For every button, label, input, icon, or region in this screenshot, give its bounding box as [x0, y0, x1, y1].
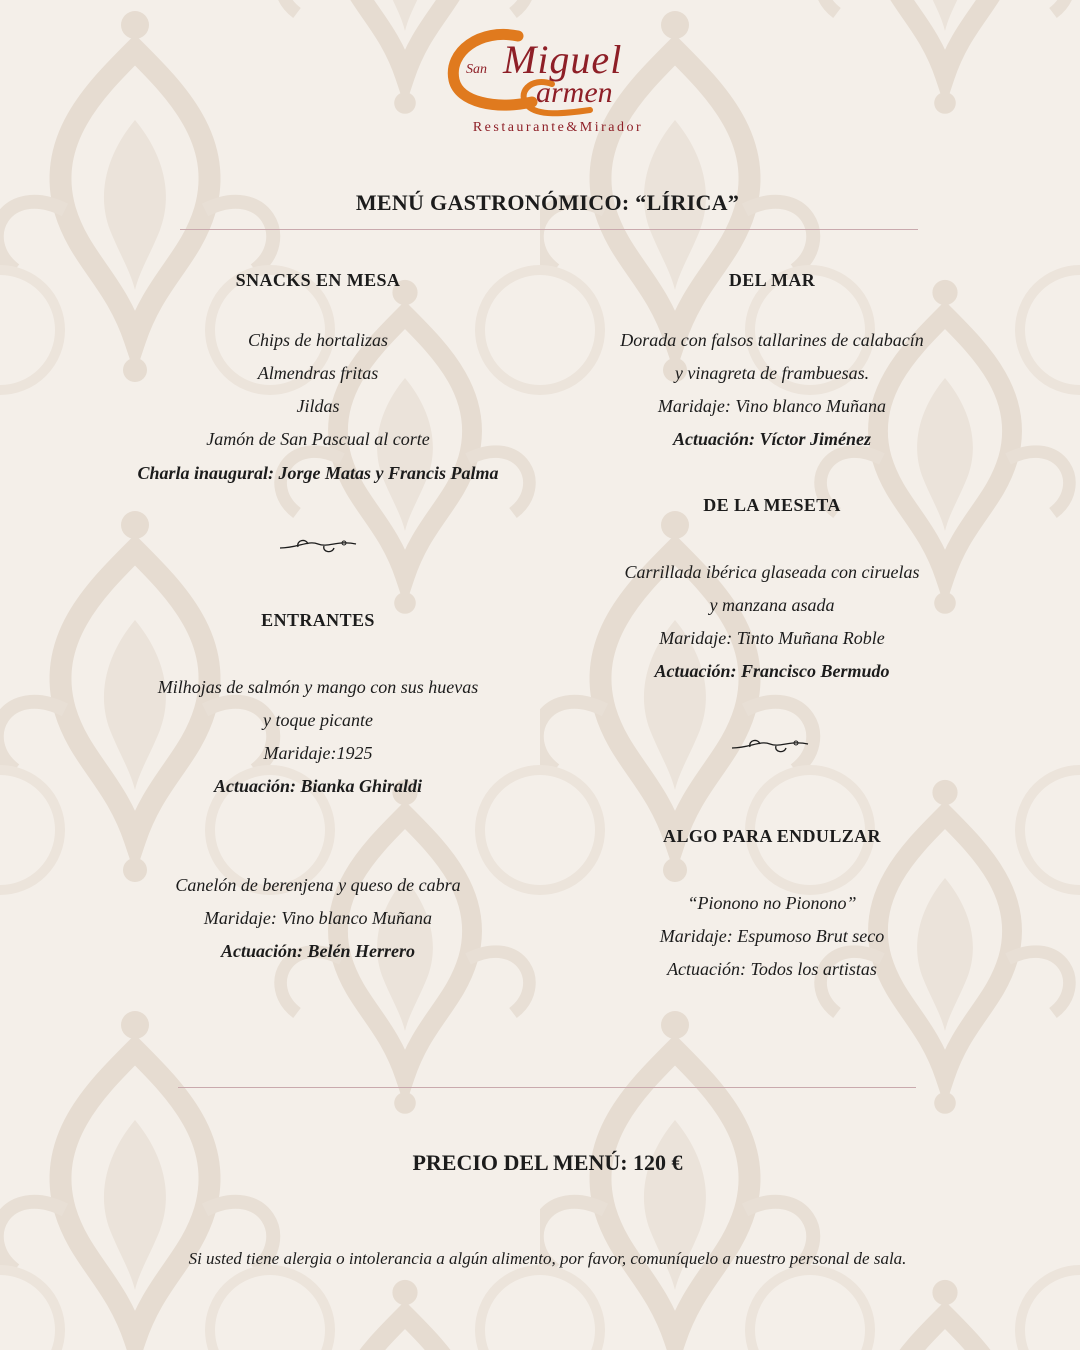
- section-heading-snacks: SNACKS EN MESA: [235, 270, 401, 290]
- snack-line: Jamón de San Pascual al corte: [206, 429, 430, 449]
- allergy-note: Si usted tiene alergia o intolerancia a algún alimento, por favor, comuníquelo a nuestro personal de sala.: [188, 1249, 907, 1268]
- logo-subtitle: Restaurante&Mirador: [472, 120, 644, 135]
- entrante-line: Maridaje: Vino blanco Muñana: [203, 908, 433, 928]
- menu-price: PRECIO DEL MENÚ: 120 €: [412, 1150, 683, 1175]
- meseta-line: Carrillada ibérica glaseada con ciruelas: [624, 562, 920, 582]
- entrante-performance: Actuación: Belén Herrero: [221, 941, 415, 961]
- snack-line: Almendras fritas: [257, 363, 379, 383]
- snack-line: Chips de hortalizas: [247, 330, 389, 350]
- section-heading-endulzar: ALGO PARA ENDULZAR: [663, 826, 881, 846]
- logo-small-text: San: [466, 62, 487, 77]
- right-column: [544, 0, 1000, 1000]
- entrante-performance: Actuación: Bianka Ghiraldi: [213, 776, 423, 796]
- flourish-ornament-icon: [730, 734, 810, 758]
- left-column: [90, 0, 546, 1000]
- meseta-line: y manzana asada: [709, 595, 835, 615]
- menu-title: MENÚ GASTRONÓMICO: “LÍRICA”: [355, 190, 740, 215]
- section-heading-meseta: DE LA MESETA: [703, 495, 841, 515]
- section-heading-del-mar: DEL MAR: [728, 270, 816, 290]
- del-mar-performance: Actuación: Víctor Jiménez: [673, 429, 871, 449]
- logo-word-miguel: Miguel: [503, 37, 623, 82]
- meseta-performance: Actuación: Francisco Bermudo: [654, 661, 890, 681]
- del-mar-line: Dorada con falsos tallarines de calabacín: [620, 330, 924, 350]
- logo-word-carmen: armen: [536, 76, 613, 109]
- endulzar-line: Actuación: Todos los artistas: [667, 959, 877, 979]
- del-mar-line: Maridaje: Vino blanco Muñana: [657, 396, 887, 416]
- del-mar-line: y vinagreta de frambuesas.: [674, 363, 870, 383]
- meseta-line: Maridaje: Tinto Muñana Roble: [659, 628, 885, 648]
- endulzar-line: Maridaje: Espumoso Brut seco: [659, 926, 885, 946]
- entrante-line: Canelón de berenjena y queso de cabra: [175, 875, 461, 895]
- bottom-divider: [178, 1087, 916, 1088]
- snack-performance: Charla inaugural: Jorge Matas y Francis Palma: [137, 463, 499, 483]
- entrante-line: Maridaje:1925: [263, 743, 373, 763]
- entrante-line: Milhojas de salmón y mango con sus huevas: [157, 677, 479, 697]
- entrante-line: y toque picante: [263, 710, 373, 730]
- flourish-ornament-icon: [278, 534, 358, 558]
- snack-line: Jildas: [296, 396, 340, 416]
- endulzar-line: “Pionono no Pionono”: [687, 893, 857, 913]
- section-heading-entrantes: ENTRANTES: [261, 610, 375, 630]
